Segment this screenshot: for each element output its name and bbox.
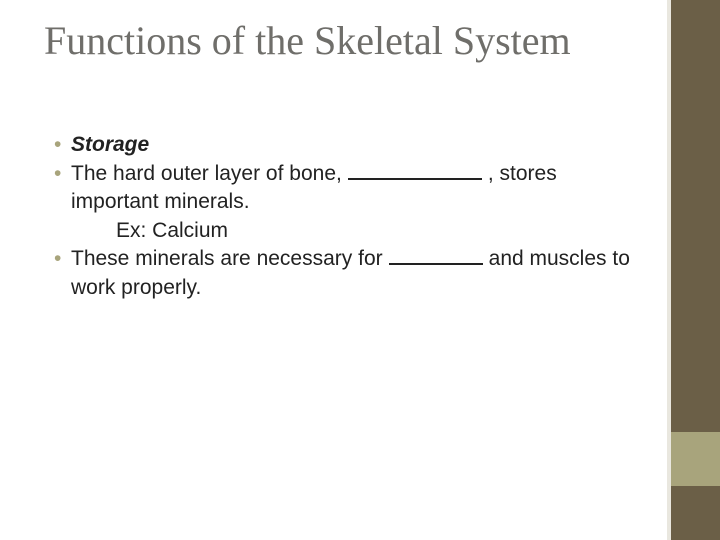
bullet-outer-layer (54, 160, 634, 217)
fill-in-blank-2 (389, 262, 483, 265)
bullet-icon: • (54, 247, 62, 270)
bullet-storage (54, 131, 634, 160)
example-line (54, 217, 634, 246)
slide-body (54, 131, 634, 302)
bullet-icon: • (54, 133, 62, 156)
slide-title: Functions of the Skeletal System (44, 18, 571, 63)
bullet-storage-text: Storage (71, 133, 150, 156)
decorative-sidebar (667, 0, 720, 540)
bullet-outer-layer-text-start: The hard outer layer of bone, (71, 161, 342, 185)
bullet-minerals-text-start: These minerals are necessary for (71, 247, 383, 270)
sidebar-accent-block (671, 432, 720, 486)
bullet-minerals (54, 245, 634, 302)
bullet-minerals-text-end: and muscles to work properly. (71, 247, 630, 299)
bullet-outer-layer-text-end: , stores important minerals. (71, 161, 557, 213)
fill-in-blank-1 (348, 177, 482, 180)
example-text: Ex: Calcium (116, 218, 229, 242)
bullet-icon: • (54, 161, 62, 185)
